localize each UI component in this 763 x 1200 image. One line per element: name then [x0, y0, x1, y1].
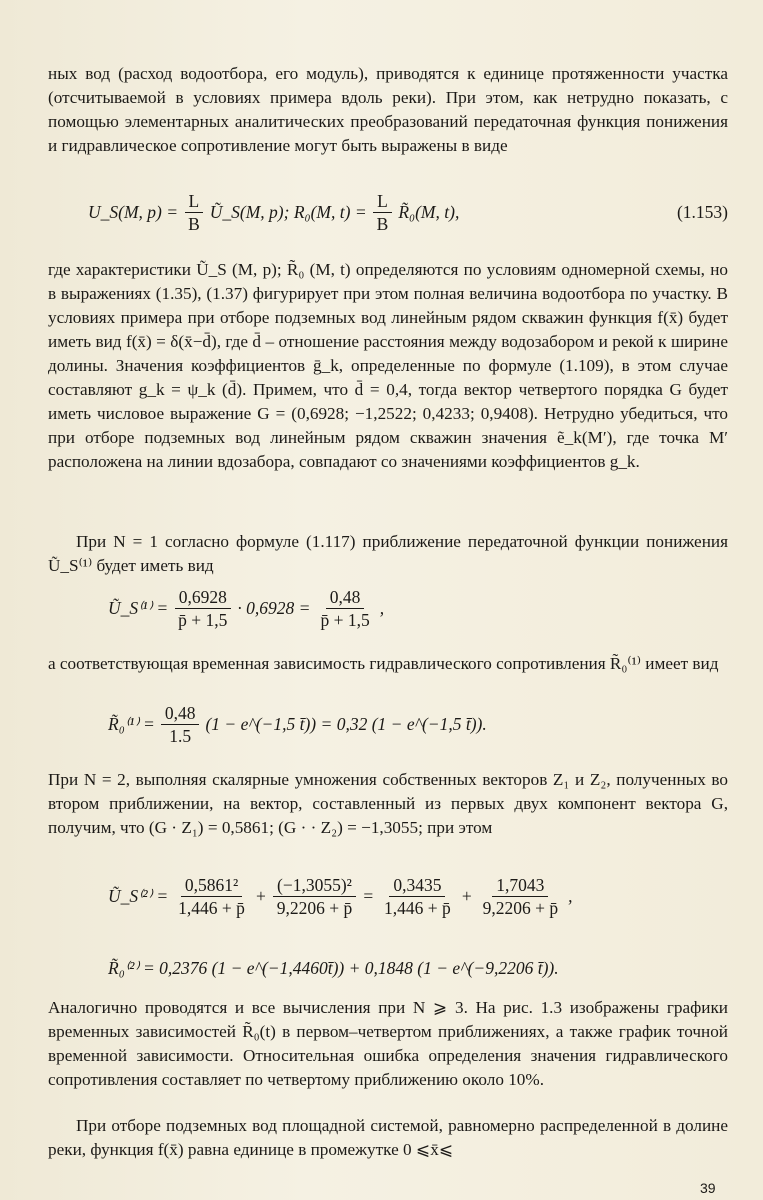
eq3-fraction: [161, 703, 200, 746]
eq4-f3-numerator: 0,3435: [389, 875, 445, 897]
paragraph-n2: При N = 2, выполняя скалярные умножения собственных векторов Z₁ и Z₂, полученных во втором приближении, на вектор, составленный из первых двух компонент вектора G, получим, что (G · Z₁) = 0,5861; (G · · Z₂) = −1,3055; при этом: [48, 770, 728, 837]
eq5-text: R̃₀⁽²⁾ = 0,2376 (1 − e^(−1,4460t̄)) + 0,1848 (1 − e^(−9,2206 t̄)).: [108, 957, 559, 978]
eq1-f2-numerator: L: [373, 191, 392, 213]
eq4-fraction-2: [273, 875, 357, 918]
equation-us2: [48, 872, 728, 920]
paragraph-n3: Аналогично проводятся и все вычисления при N ⩾ 3. На рис. 1.3 изображены графики временных зависимостей R̃₀(t) в первом–четвертом приближениях, а также график точной временной зависимости. Относительная ошибка определения значения гидравлического сопротивления составляет по четвертому приближению около 10%.: [48, 998, 728, 1089]
eq4-tail: ,: [568, 885, 573, 906]
paragraph-areal: При отборе подземных вод площадной системой, равномерно распределенной в долине реки, функция f(x̄) равна единице в промежутке 0 ⩽x̄⩽: [48, 1116, 728, 1159]
eq4-f4-numerator: 1,7043: [492, 875, 548, 897]
eq2-middle: · 0,6928 =: [237, 597, 311, 618]
eq4-fraction-1: [174, 875, 249, 918]
eq1-rhs: R̃₀(M, t),: [398, 201, 460, 222]
eq2-fraction-1: [174, 587, 231, 630]
eq4-f2-denominator: 9,2206 + p̄: [276, 897, 353, 918]
eq1-middle: Ũ_S(M, p); R₀(M, t) =: [209, 201, 367, 222]
paragraph-n1: При N = 1 согласно формуле (1.117) приближение передаточной функции понижения Ũ_S⁽¹⁾ будет иметь вид: [48, 532, 728, 575]
eq1-f2-denominator: B: [376, 213, 389, 234]
page-number: 39: [700, 1180, 716, 1196]
eq1-f1-numerator: L: [185, 191, 204, 213]
eq3-numerator: 0,48: [161, 703, 200, 725]
eq2-f2-numerator: 0,48: [326, 587, 365, 609]
eq3-lhs: R̃₀⁽¹⁾ =: [108, 713, 155, 734]
eq2-tail: ,: [379, 597, 385, 618]
eq2-f2-denominator: p̄ + 1,5: [320, 609, 370, 630]
paragraph-intro: ных вод (расход водоотбора, его модуль), приводятся к единице протяженности участка (отсчитываемой в условиях примера вдоль реки). При этом, как нетрудно показать, с помощью элементарных аналитических преобразований передаточная функция понижения и гидравлическое сопротивление могут быть выражены в виде: [48, 64, 728, 155]
eq1-fraction-2: [373, 191, 393, 234]
paragraph-characteristics: где характеристики Ũ_S (M, p); R̃₀ (M, t) определяются по условиям одномерной схемы, но в выражениях (1.35), (1.37) фигурирует при этом полная величина водоотбора по участку. В условиях примера при отборе подземных вод линейным рядом скважин функция f(x̄) будет иметь вид f(x̄) = δ(x̄−d̄), где d̄ – отношение расстояния между водозабором и рекой к ширине долины. Значения коэффициентов ḡ_k, определенные по формуле (1.109), в этом случае составляют g_k = ψ_k (d̄). Примем, что d̄ = 0,4, тогда вектор четвертого порядка G будет иметь числовое выражение G = (0,6928; −1,2522; 0,4233; 0,9408). Нетрудно убедиться, что при отборе подземных вод линейным рядом скважин значения ẽ_k(M′), где точка M′ расположена на линии вдозабора, совпадают со значениями коэффициентов g_k.: [48, 260, 728, 471]
eq1-f1-denominator: B: [188, 213, 200, 234]
equation-number: (1.153): [676, 201, 728, 222]
eq3-denominator: 1.5: [169, 725, 192, 746]
eq4-fraction-4: [479, 875, 563, 918]
eq2-f1-numerator: 0,6928: [175, 587, 231, 609]
eq4-plus-1: +: [254, 885, 267, 906]
eq4-plus-2: +: [460, 885, 473, 906]
equation-us1: [48, 584, 728, 632]
eq1-lhs: U_S(M, p) =: [88, 201, 179, 222]
eq2-fraction-2: [316, 587, 373, 630]
eq2-lhs: Ũ_S⁽¹⁾ =: [108, 597, 169, 618]
eq4-f4-denominator: 9,2206 + p̄: [482, 897, 559, 918]
eq2-f1-denominator: p̄ + 1,5: [178, 609, 228, 630]
equation-r02: [48, 944, 728, 992]
eq4-equals: =: [362, 885, 375, 906]
eq1-fraction-1: [184, 191, 204, 234]
eq4-f1-denominator: 1,446 + p̄: [178, 897, 245, 918]
eq3-rhs: (1 − e^(−1,5 t̄)) = 0,32 (1 − e^(−1,5 t̄)).: [205, 713, 487, 734]
equation-1-153: [48, 188, 728, 236]
eq4-f1-numerator: 0,5861²: [181, 875, 242, 897]
equation-r01: [48, 700, 728, 748]
eq4-fraction-3: [380, 875, 455, 918]
eq4-f2-numerator: (−1,3055)²: [273, 875, 356, 897]
paragraph-r01: а соответствующая временная зависимость гидравлического сопротивления R̃₀⁽¹⁾ имеет вид: [48, 654, 719, 673]
eq4-f3-denominator: 1,446 + p̄: [384, 897, 451, 918]
eq4-lhs: Ũ_S⁽²⁾ =: [108, 885, 169, 906]
